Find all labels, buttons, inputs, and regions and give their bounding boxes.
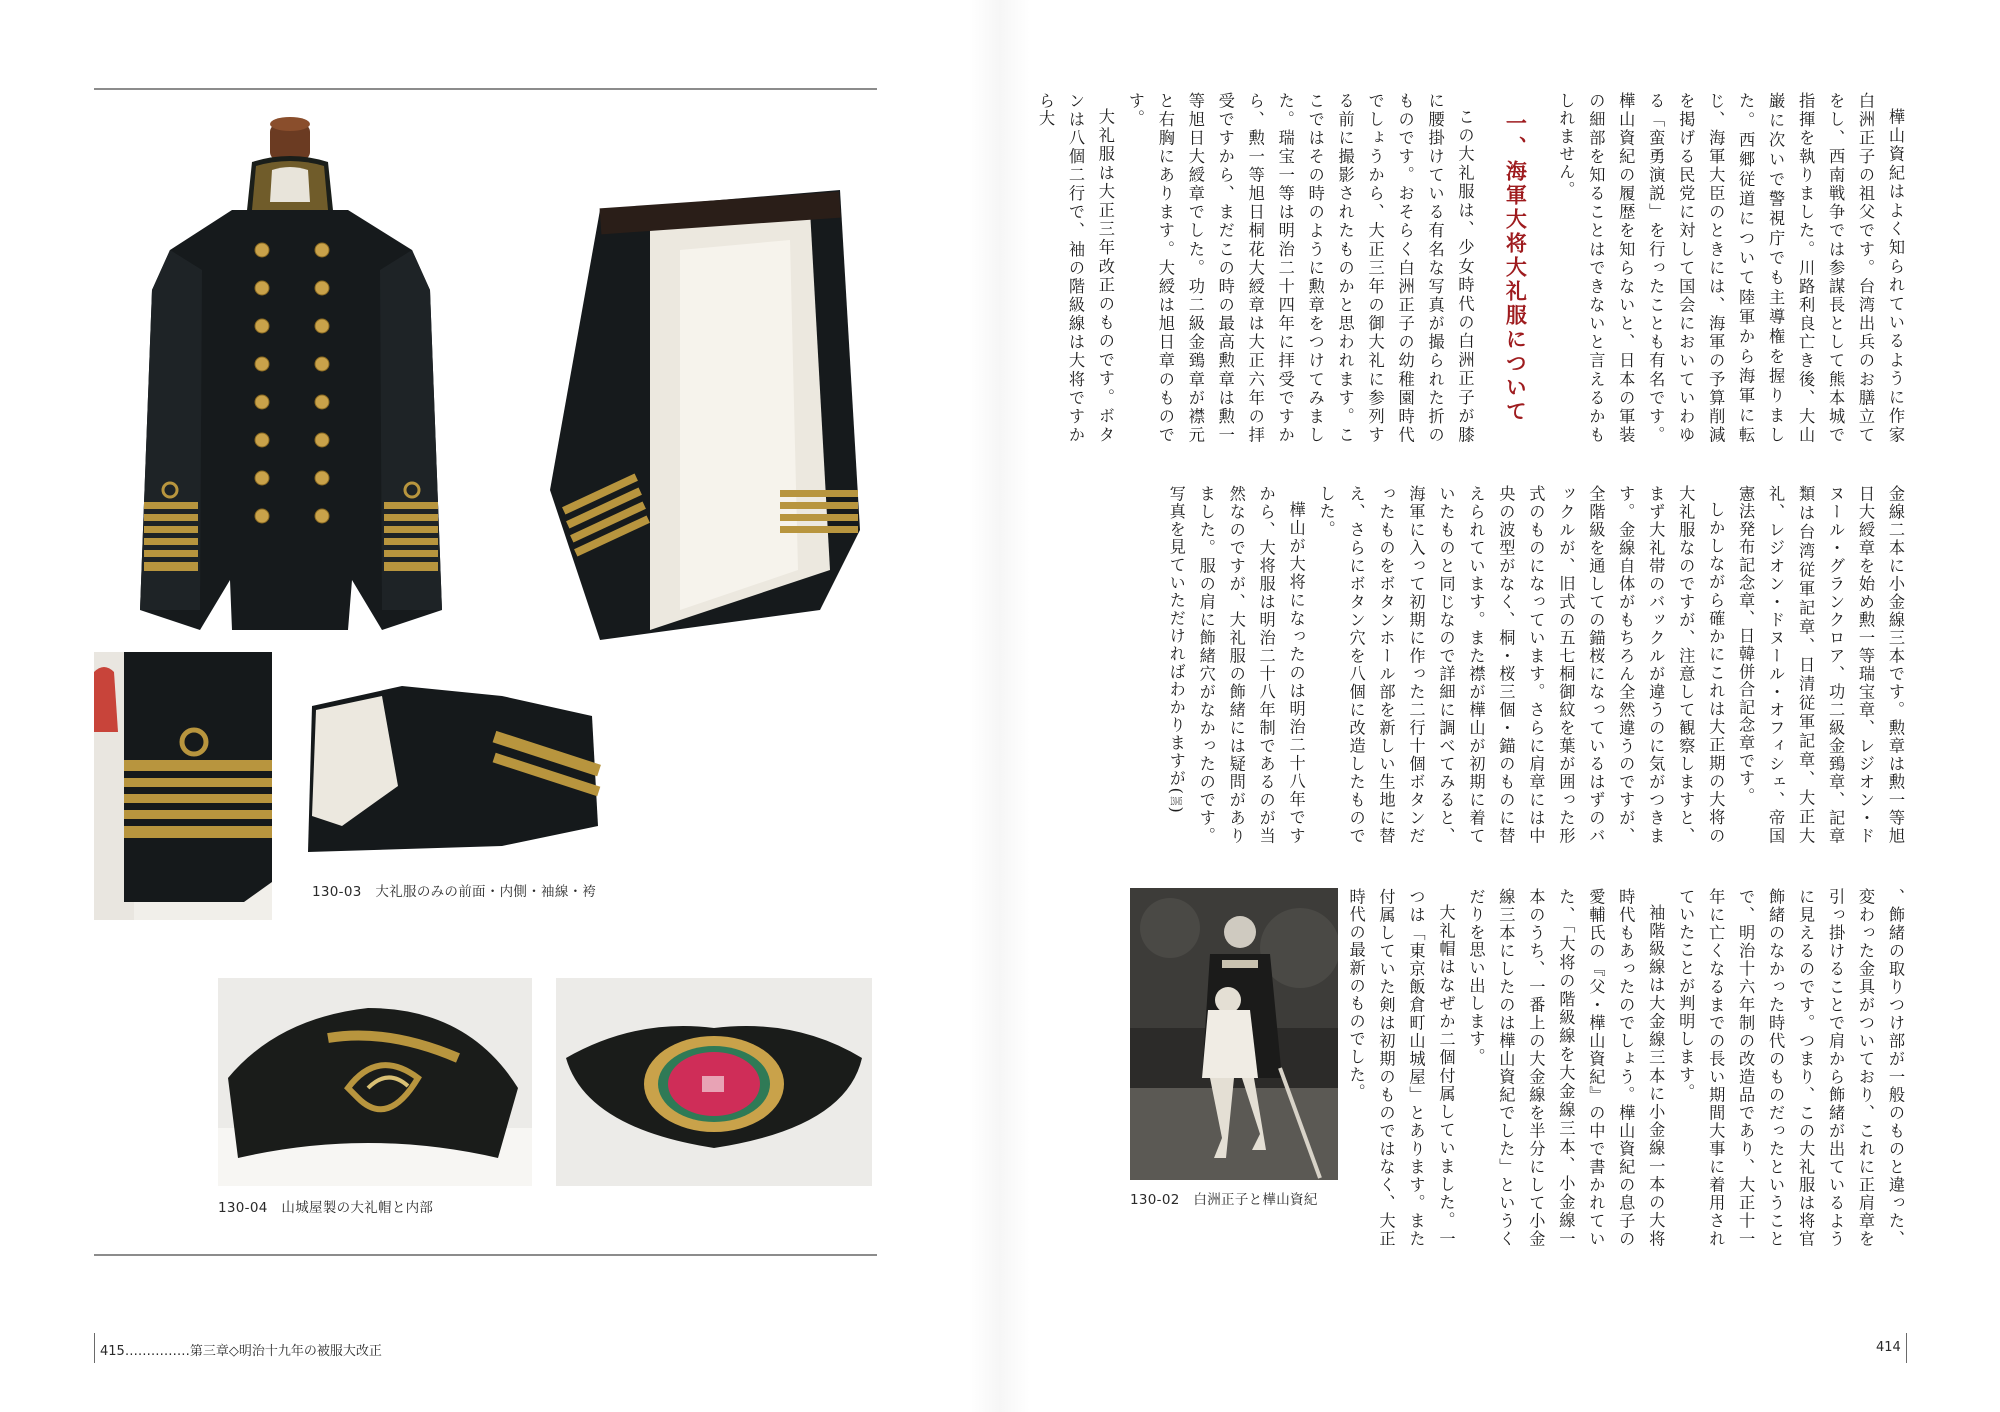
cuff-detail-photo [94,652,272,920]
top-rule [94,88,877,90]
left-page-number: 415 [100,1344,125,1359]
footer-tick-right [1906,1333,1907,1363]
right-page [1000,0,2000,1412]
caption-130-02: 130-02 白洲正子と樺山資紀 [1130,1192,1318,1208]
book-gutter [970,0,1030,1412]
lower-text-block-bottom [1346,888,1910,1248]
paragraph-aiguillette-a: 樺山が大将になったのは明治二十八年ですから、大将服は明治二十八年制であるのが当然なのですが、大礼服の飾緒には疑問がありました。服の肩に飾緒穴がなかったのです。写真を見ていただければわかりますが(130-05) [1166,485,1306,845]
paragraph-observation: しかしながら確かにこれは大正期の大将の大礼服なのですが、注意して観察しますと、まず大礼帯のバックルが違うのに気がつきます。金線自体がもちろん全然違うのですが、全階級を通しての錨桜になっているはずのバックルが、旧式の五七桐御紋を葉が囲った形式のものになっています。さらに肩章には中央の波型がなく、桐・桜三個・錨のものに替えられています。また襟が樺山が初期に着ていたものと同じなので詳細に調べてみると、海軍に入って初期に作った二行十個ボタンだったものをボタンホール部を新しい生地に替え、さらにボタン穴を八個に改造したものでした。 [1316,485,1726,845]
paragraph-kabayama-intro: 樺山資紀はよく知られているように作家白洲正子の祖父です。台湾出兵のお膳立てをし、西南戦争では参謀長として熊本城で指揮を執りました。川路利良亡き後、大山巌に次いで警視庁でも主導権を握りました。西郷従道について陸軍から海軍に転じ、海軍大臣のときには、海軍の予算削減を掲げる民党に対して国会においていわゆる「蛮勇演説」を行ったことも有名です。樺山資紀の履歴を知らないと、日本の軍装の細部を知ることはできないと言えるかもしれません。 [1556,92,1905,444]
hem-detail-photo [302,676,602,856]
section-heading: 一、海軍大将大礼服について [1503,112,1529,424]
lower-text-block-top [1128,485,1910,845]
chapter-title: 第三章◇明治十九年の被服大改正 [189,1344,382,1359]
kabayama-shirasu-photo [1130,888,1338,1180]
hat-inside-photo [556,978,872,1186]
paragraph-buttons: 大礼服は大正三年改正のものです。ボタンは八個二行で、袖の階級線は大将ですから大 [1035,92,1115,444]
caption-130-03: 130-03 大礼服のみの前面・内側・袖線・袴 [312,884,597,900]
uniform-front-photo [112,110,452,630]
paragraph-hats: 大礼帽はなぜか二個付属していました。一つは「東京飯倉町山城屋」とあります。また付属していた剣は初期のものではなく、大正時代の最新のものでした。 [1346,888,1456,1248]
upper-text-block [1035,92,1910,444]
paragraph-uniform-photo: この大礼服は、少女時代の白洲正子が膝に腰掛けている有名な写真が撮られた折のものです。おそらく白洲正子の幼稚園時代でしょうから、大正三年の御大礼に参列する前に撮影されたものかと思われます。ここではその時のように勲章をつけてみました。瑞宝一等は明治二十四年に拝受ですから、勲一等旭日桐花大綬章は大正六年の拝受ですから、まだこの時の最高勲章は勲一等旭日大綬章でした。功二級金鵄章が襟元と右胸にあります。大綬は旭日章のものです。 [1125,92,1475,444]
aiguillette-text-a: 樺山が大将になったのは明治二十八年ですから、大将服は明治二十八年制であるのが当然なのですが、大礼服の飾緒には疑問がありました。服の肩に飾緒穴がなかったのです。写真を見ていただければわかりますが [1166,485,1306,845]
paragraph-sleeve-lines: 袖階級線は大金線三本に小金線一本の大将時代もあったのでしょう。樺山資紀の息子の愛輔氏の『父・樺山資紀』の中で書かれていた、「大将の階級線を大金線三本、小金線一本のうち、一番上の大金線を半分にして小金線三本にしたのは樺山資紀でした」というくだりを思い出します。 [1466,888,1666,1248]
footer-dots: …………… [124,1344,190,1359]
caption-130-04: 130-04 山城屋製の大礼帽と内部 [218,1200,434,1216]
hat-side-photo [218,978,532,1186]
figure-reference: 130-05 [1170,795,1183,807]
right-page-number: 414 [1876,1340,1901,1355]
left-footer [100,1340,382,1359]
footer-tick-left [94,1333,95,1363]
paragraph-aiguillette-b: 、飾緒の取りつけ部が一般のものと違った、変わった金具がついており、これに正肩章を引っ掛けることで肩から飾緒が出ているように見えるのです。つまり、この大礼服は将官飾緒のなかった時代のものだったということで、明治十六年制の改造品であり、大正十一年に亡くなるまでの長い期間大事に着用されていたことが判明します。 [1676,888,1905,1248]
paragraph-decorations: 金線二本に小金線三本です。勲章は勲一等旭日大綬章を始め勲一等瑞宝章、レジオン・ドヌール・グランクロア、功二級金鵄章、記章類は台湾従軍記章、日清従軍記章、大正大礼、レジオン・ドヌール・オフィシェ、帝国憲法発布記念章、日韓併合記念章です。 [1736,485,1905,845]
uniform-inside-photo [540,190,880,640]
bottom-rule [94,1254,877,1256]
